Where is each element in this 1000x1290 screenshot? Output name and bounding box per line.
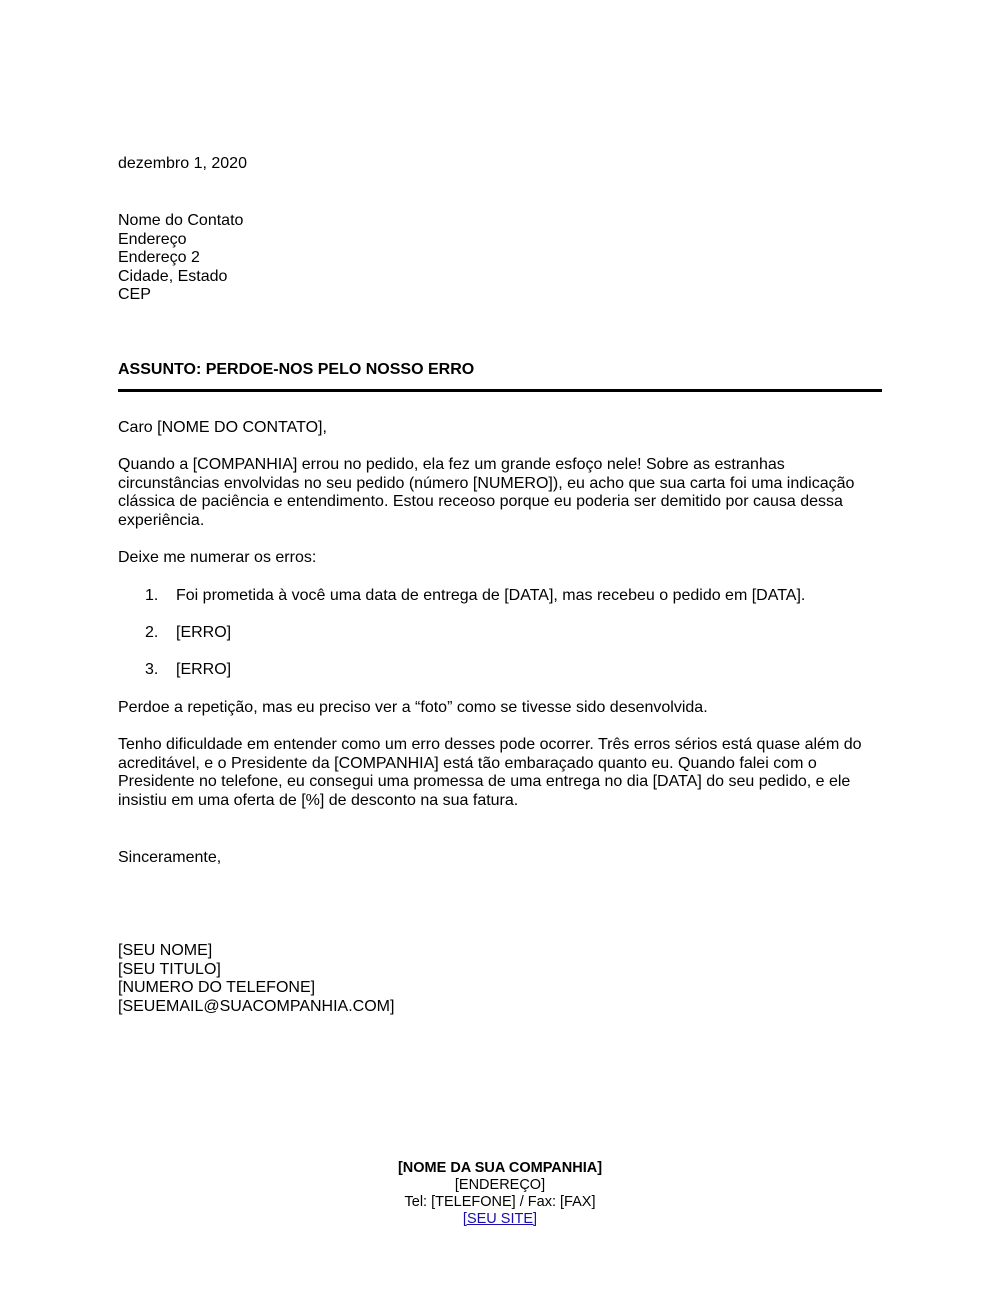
body-paragraph-1: [118, 456, 882, 530]
salutation: Caro [NOME DO CONTATO],: [118, 419, 327, 436]
footer-website-link[interactable]: [SEU SITE]: [462, 1211, 538, 1227]
error-list-item: [145, 587, 805, 606]
signature-block: [118, 942, 394, 1016]
sender-email: [SEUEMAIL@SUACOMPANHIA.COM]: [118, 997, 395, 1015]
footer-contact: Tel: [TELEFONE] / Fax: [FAX]: [404, 1194, 596, 1210]
list-item-text: [ERRO]: [176, 661, 232, 678]
body-paragraph-3: Perdoe a repetição, mas eu preciso ver a “foto” como se tivesse sido desenvolvida.: [118, 699, 708, 716]
list-item-text: [ERRO]: [176, 624, 232, 641]
closing: Sinceramente,: [118, 849, 222, 866]
sender-name: [SEU NOME]: [118, 942, 213, 959]
recipient-address-line-1: Endereço: [118, 230, 187, 248]
recipient-city-state: Cidade, Estado: [118, 267, 228, 285]
footer-company-name: [NOME DA SUA COMPANHIA]: [397, 1160, 603, 1176]
body-paragraph-2: Deixe me numerar os erros:: [118, 549, 317, 566]
list-item-text: Foi prometida à você uma data de entrega de [DATA], mas recebeu o pedido em [DATA].: [176, 587, 806, 604]
sender-phone: [NUMERO DO TELEFONE]: [118, 979, 316, 996]
paragraph-line: experiência.: [118, 511, 205, 529]
recipient-zip: CEP: [118, 286, 151, 303]
list-number: 1.: [145, 587, 159, 604]
list-number: 2.: [145, 624, 159, 641]
sender-title: [SEU TITULO]: [118, 960, 221, 978]
letter-date: dezembro 1, 2020: [118, 155, 247, 172]
error-list-item: [145, 624, 231, 643]
paragraph-line: Quando a [COMPANHIA] errou no pedido, ela fez um grande esfoço nele! Sobre as estranhas: [118, 456, 785, 473]
recipient-address: [118, 212, 243, 305]
paragraph-line: clássica de paciência e entendimento. Estou receoso porque eu poderia ser demitido por causa dessa: [118, 493, 843, 510]
recipient-name: Nome do Contato: [118, 212, 244, 229]
paragraph-line: circunstâncias envolvidas no seu pedido (número [NUMERO]), eu acho que sua carta foi uma indicação: [118, 474, 855, 492]
footer-address: [ENDEREÇO]: [454, 1177, 546, 1193]
list-number: 3.: [145, 661, 159, 678]
error-list-item: [145, 661, 231, 680]
letterhead-footer: [0, 1160, 1000, 1228]
paragraph-line: Presidente no telefone, eu consegui uma promessa de uma entrega no dia [DATA] do seu pedido, e ele: [118, 773, 851, 790]
recipient-address-line-2: Endereço 2: [118, 249, 200, 266]
body-paragraph-4: [118, 736, 882, 810]
paragraph-line: acreditável, e o Presidente da [COMPANHIA] está tão embaraçado quanto eu. Quando falei com o: [118, 754, 817, 772]
paragraph-line: Tenho dificuldade em entender como um erro desses pode ocorrer. Três erros sérios está quase além do: [118, 736, 862, 753]
subject-line: ASSUNTO: PERDOE-NOS PELO NOSSO ERRO: [118, 361, 882, 392]
paragraph-line: insistiu em uma oferta de [%] de desconto na sua fatura.: [118, 791, 519, 809]
